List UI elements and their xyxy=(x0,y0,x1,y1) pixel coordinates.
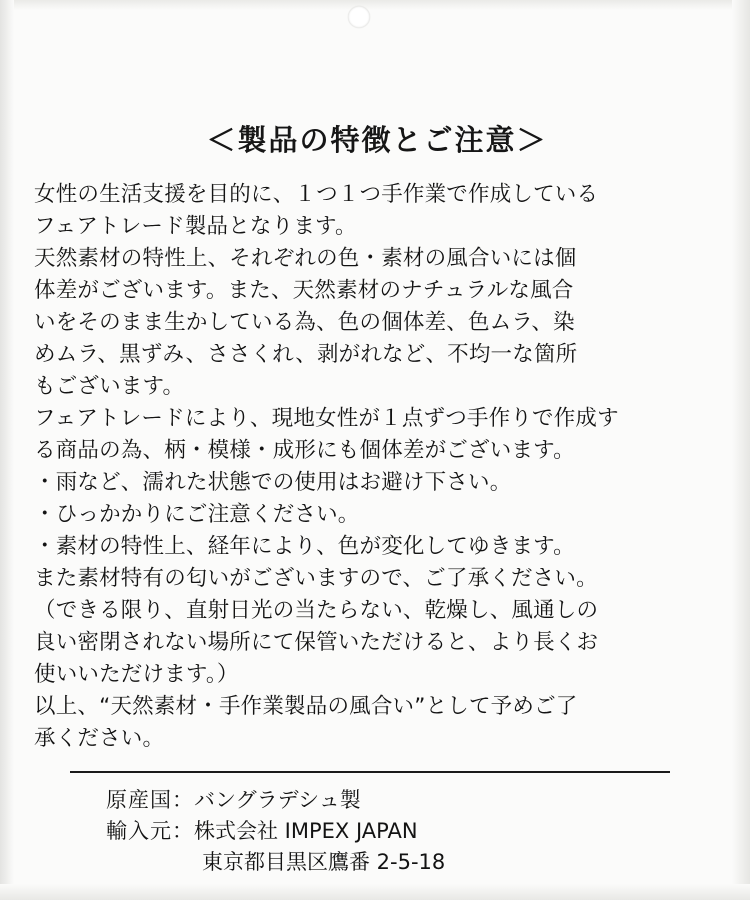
address-row: 東京都目黒区鷹番 2-5-18 xyxy=(202,850,446,874)
notice-line: また素材特有の匂いがございますので、ご了承ください。 xyxy=(34,566,598,591)
notice-line: 体差がございます。また、天然素材のナチュラルな風合 xyxy=(34,278,574,303)
notice-line: 使いいただけます。） xyxy=(34,662,239,687)
origin-label: 原産国： xyxy=(106,788,194,812)
origin-value: バングラデシュ製 xyxy=(194,788,361,812)
notice-line: 良い密閉されない場所にて保管いただけると、より長くお xyxy=(34,630,599,655)
notice-line: 天然素材の特性上、それぞれの色・素材の風合いには個 xyxy=(34,246,577,271)
importer-value: 株式会社 IMPEX JAPAN xyxy=(194,819,418,843)
origin-row xyxy=(106,785,720,816)
divider xyxy=(70,771,670,773)
notice-line: 女性の生活支援を目的に、１つ１つ手作業で作成している xyxy=(34,182,599,207)
notice-line: 以上、“天然素材・手作業製品の風合い”として予めご了 xyxy=(34,694,578,719)
notice-text xyxy=(34,179,720,755)
manufacturer-info xyxy=(34,785,720,878)
importer-row xyxy=(106,816,720,847)
notice-line: フェアトレード製品となります。 xyxy=(34,214,357,239)
notice-line: ・雨など、濡れた状態での使用はお避け下さい。 xyxy=(34,470,512,495)
notice-line: めムラ、黒ずみ、ささくれ、剥がれなど、不均一な箇所 xyxy=(34,342,578,367)
notice-line: もございます。 xyxy=(34,374,185,399)
notice-line: る商品の為、柄・模様・成形にも個体差がございます。 xyxy=(34,438,575,463)
notice-line: フェアトレードにより、現地女性が１点ずつ手作りで作成す xyxy=(34,406,619,431)
notice-line: 承ください。 xyxy=(34,726,165,751)
notice-line: ・素材の特性上、経年により、色が変化してゆきます。 xyxy=(34,534,575,559)
notice-line: いをそのまま生かしている為、色の個体差、色ムラ、染 xyxy=(34,310,575,335)
notice-line: （できる限り、直射日光の当たらない、乾燥し、風通しの xyxy=(34,598,599,623)
notice-line: ・ひっかかりにご注意ください。 xyxy=(34,502,360,527)
page-title: ＜製品の特徴とご注意＞ xyxy=(206,123,548,157)
importer-label: 輸入元： xyxy=(106,819,194,843)
